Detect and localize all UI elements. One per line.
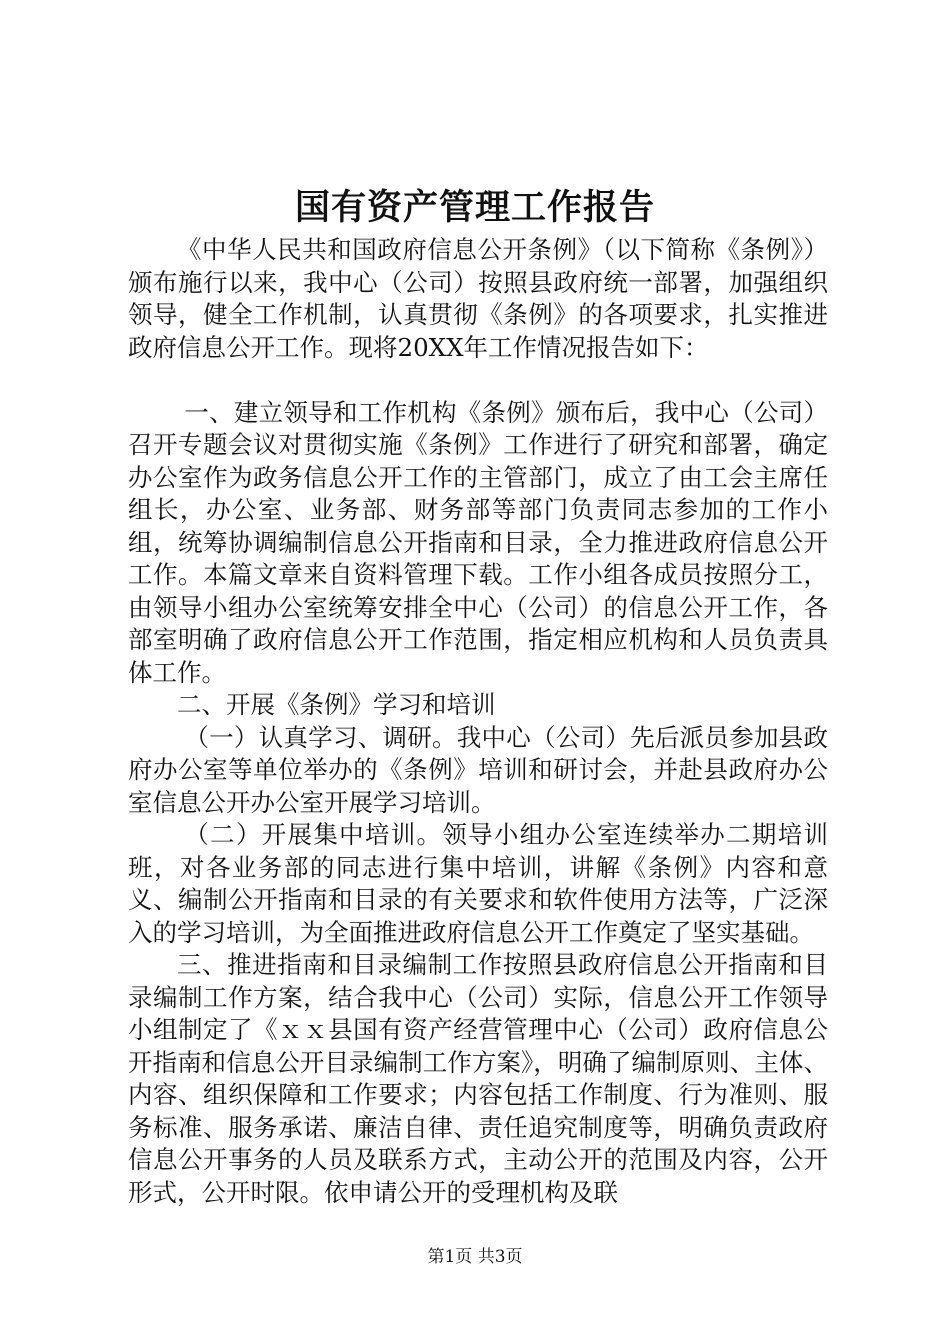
section-2-item-1: （一）认真学习、调研。我中心（公司）先后派员参加县政府办公室等单位举办的《条例》培训和研讨会，并赴县政府办公室信息公开办公室开展学习培训。: [128, 722, 828, 817]
section-3-paragraph: 三、推进指南和目录编制工作按照县政府信息公开指南和目录编制工作方案，结合我中心（公司）实际，信息公开工作领导小组制定了《ｘｘ县国有资产经营管理中心（公司）政府信息公开指南和信息公开目录编制工作方案》，明确了编制原则、主体、内容、组织保障和工作要求；内容包括工作制度、行为准则、服务标准、服务承诺、廉洁自律、责任追究制度等，明确负责政府信息公开事务的人员及联系方式，主动公开的范围及内容，公开形式，公开时限。依申请公开的受理机构及联: [128, 950, 828, 1207]
page-footer: 第1页 共3页: [427, 1247, 523, 1267]
section-2-item-2: （二）开展集中培训。领导小组办公室连续举办二期培训班，对各业务部的同志进行集中培训，讲解《条例》内容和意义、编制公开指南和目录的有关要求和软件使用方法等，广泛深入的学习培训，为全面推进政府信息公开工作奠定了坚实基础。: [128, 820, 828, 947]
document-title: 国有资产管理工作报告: [294, 187, 655, 228]
document-body: [128, 234, 828, 1209]
intro-paragraph: 《中华人民共和国政府信息公开条例》（以下简称《条例》）颁布施行以来，我中心（公司）按照县政府统一部署，加强组织领导，健全工作机制，认真贯彻《条例》的各项要求，扎实推进政府信息公开工作。现将20XX年工作情况报告如下：: [128, 235, 828, 362]
section-2-heading: 二、开展《条例》学习和培训: [177, 690, 496, 719]
blank-line: [128, 364, 828, 397]
section-1-paragraph: 一、建立领导和工作机构《条例》颁布后，我中心（公司）召开专题会议对贯彻实施《条例》工作进行了研究和部署，确定办公室作为政务信息公开工作的主管部门，成立了由工会主席任组长，办公室、业务部、财务部等部门负责同志参加的工作小组，统筹协调编制信息公开指南和目录，全力推进政府信息公开工作。本篇文章来自资料管理下载。工作小组各成员按照分工，由领导小组办公室统筹安排全中心（公司）的信息公开工作，各部室明确了政府信息公开工作范围，指定相应机构和人员负责具体工作。: [128, 397, 828, 687]
